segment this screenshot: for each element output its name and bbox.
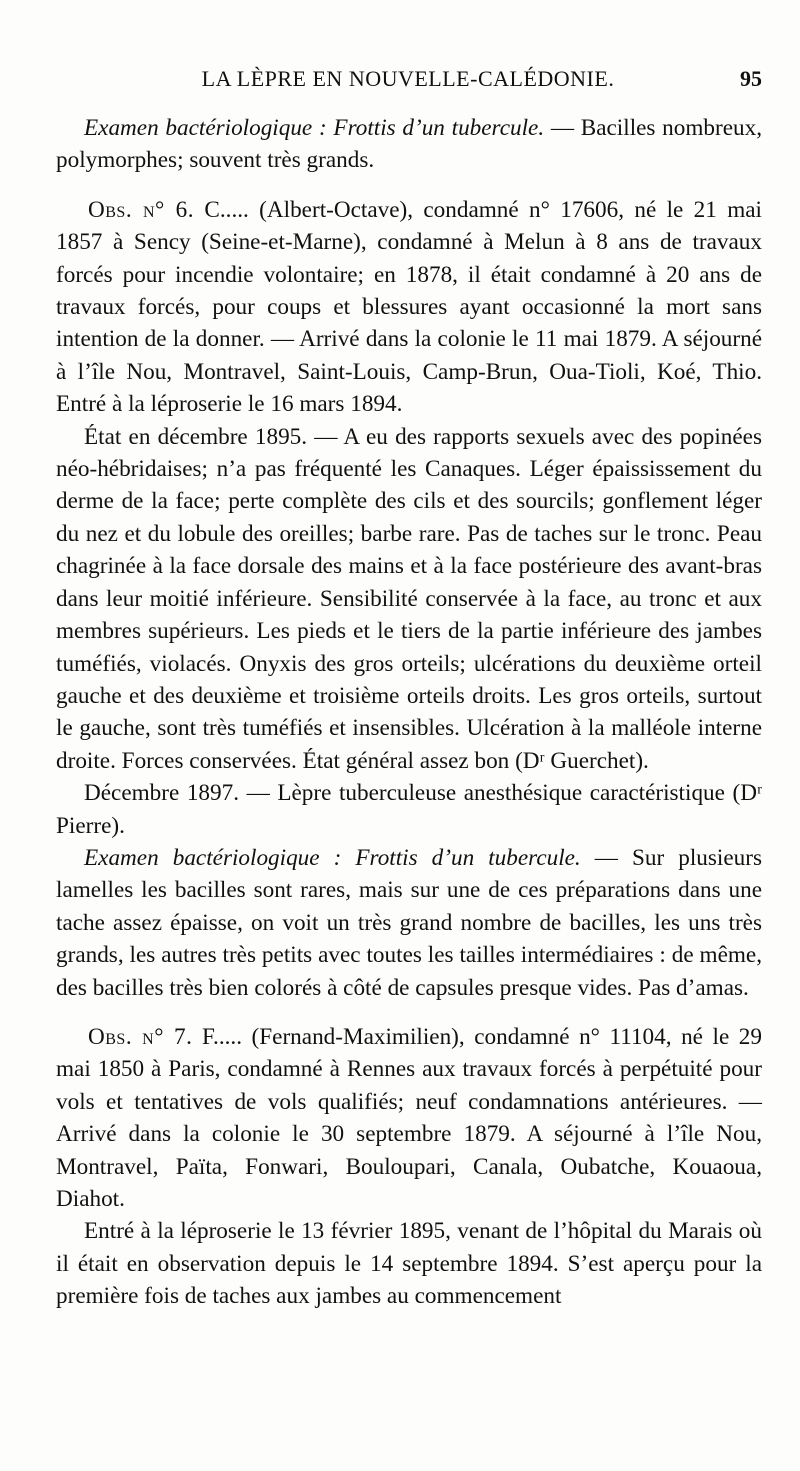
section-gap — [56, 177, 762, 194]
paragraph-exam-summary — [56, 112, 762, 177]
page-header — [54, 66, 762, 102]
body-text — [56, 112, 762, 1313]
exam-heading-italic: Examen bactériologique : Frottis d’un tubercule. — [84, 115, 545, 141]
obs7-intro-text: F..... (Fernand-Maximilien), condamné n° 11104, né le 29 mai 1850 à Paris, condamné à Rennes aux travaux forcés à perpétuité pour vols et tentatives de vols qualifiés; neuf condamnations antérieures. — Arrivé dans la colonie le 30 septembre 1879. A séjourné à l’île Nou, Montravel, Païta, Fonwari, Bouloupari, Canala, Oubatche, Kouaoua, Diahot. — [56, 1023, 762, 1212]
exam-result: — Bacilles nombreux, polymorphes; souvent très grands. — [56, 115, 762, 174]
paragraph-obs7-entre: Entré à la léproserie le 13 février 1895, venant de l’hôpital du Marais où il était en observation depuis le 14 septembre 1894. S’est aperçu pour la première fois de taches aux jambes au commencement — [56, 1218, 762, 1310]
page-number: 95 — [740, 66, 762, 91]
paragraph-obs6-exam — [56, 842, 762, 1004]
obs6-exam-text: — Sur plusieurs lamelles les bacilles sont rares, mais sur une de ces préparations dans une tache assez épaisse, on voit un très grand nombre de bacilles, les uns très grands, les autres très petits avec toutes les tailles intermédiaires : de même, des bacilles très bien colorés à côté de capsules presque vides. Pas d’amas. — [56, 844, 762, 1001]
obs6-exam-heading-italic: Examen bactériologique : Frottis d’un tubercule. — [84, 844, 581, 871]
paragraph-obs6-intro — [56, 194, 762, 421]
obs6-label: Obs. n° 6. — [88, 196, 195, 223]
section-gap — [56, 1004, 762, 1021]
obs6-intro-text: C..... (Albert-Octave), condamné n° 17606, né le 21 mai 1857 à Sency (Seine-et-Marne), condamné à Melun à 8 ans de travaux forcés pour incendie volontaire; en 1878, il était condamné à 20 ans de travaux forcés, pour coups et blessures ayant occasionné la mort sans intention de la donner. — Arrivé dans la colonie le 11 mai 1879. A séjourné à l’île Nou, Montravel, Saint-Louis, Camp-Brun, Oua-Tioli, Koé, Thio. Entré à la léproserie le 16 mars 1894. — [56, 196, 762, 418]
paragraph-obs6-decembre: Décembre 1897. — Lèpre tuberculeuse anesthésique caractéristique (Dʳ Pierre). — [56, 780, 762, 839]
paragraph-obs6-etat: État en décembre 1895. — A eu des rapports sexuels avec des popinées néo-hébridaises; n’a pas fréquenté les Canaques. Léger épaississement du derme de la face; perte complète des cils et des sourcils; gonflement léger du nez et du lobule des oreilles; barbe rare. Pas de taches sur le tronc. Peau chagrinée à la face dorsale des mains et à la face postérieure des avant-bras dans leur moitié inférieure. Sensibilité conservée à la face, au tronc et aux membres supérieurs. Les pieds et le tiers de la partie inférieure des jambes tuméfiés, violacés. Onyxis des gros orteils; ulcérations du deuxième orteil gauche et des deuxième et troisième orteils droits. Les gros orteils, surtout le gauche, sont très tuméfiés et insensibles. Ulcération à la malléole interne droite. Forces conservées. État général assez bon (Dʳ Guerchet). — [56, 423, 762, 774]
paragraph-obs7-intro — [56, 1021, 762, 1215]
running-title: LA LÈPRE EN NOUVELLE-CALÉDONIE. — [201, 66, 615, 91]
obs7-label: Obs. n° 7. — [88, 1023, 193, 1050]
